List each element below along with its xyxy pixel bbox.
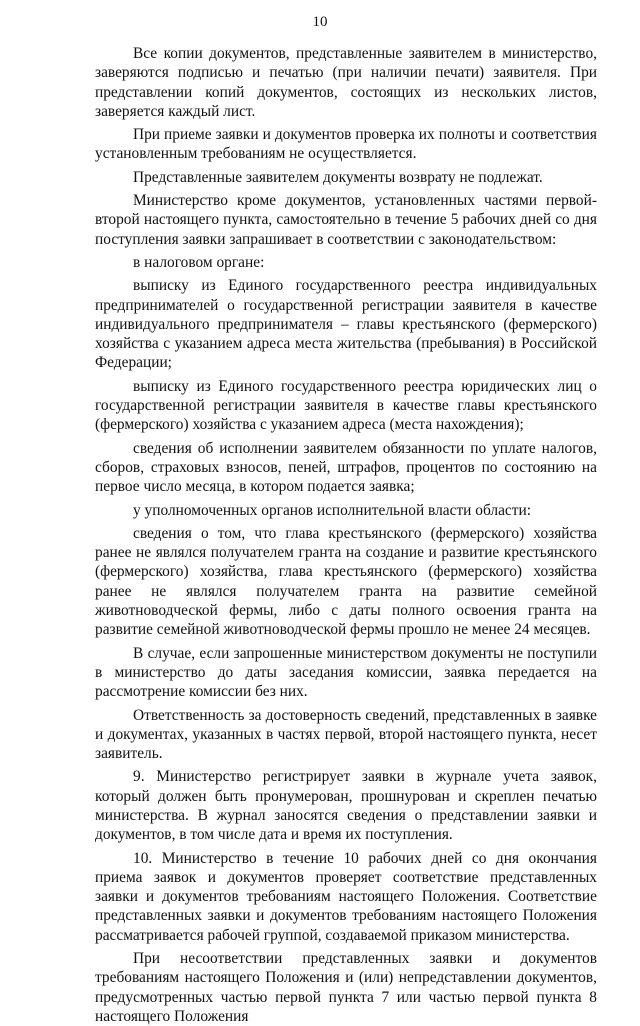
paragraph-item-10: 10. Министерство в течение 10 рабочих дней со дня окончания приема заявок и документов проверяет соответствие представленных заявки и документов требованиям настоящего Положения. Соответствие представленных заявки и документов требованиям настоящего Положения рассматривается рабочей группой, создаваемой приказом министерства. <box>95 849 597 944</box>
paragraph-egrul-extract: выписку из Единого государственного реестра юридических лиц о государственной регистрации заявителя в качестве главы крестьянского (фермерского) хозяйства с указанием адреса (места нахождения); <box>95 377 597 434</box>
paragraph-egrip-extract: выписку из Единого государственного реестра индивидуальных предпринимателей о государственной регистрации заявителя в качестве индивидуального предпринимателя – главы крестьянского (фермерского) хозяйства с указанием адреса места жительства (пребывания) в Российской Федерации; <box>95 277 597 372</box>
paragraph-no-return: Представленные заявителем документы возврату не подлежат. <box>133 168 543 186</box>
paragraph-grant-info: сведения о том, что глава крестьянского (фермерского) хозяйства ранее не являлся получателем гранта на создание и развитие крестьянского (фермерского) хозяйства, глава крестьянского (фермерского) хозяйства ранее не являлся получателем гранта на развитие семейной животноводческой фермы, либо с даты полного освоения гранта на развитие семейной животноводческой фермы прошло не менее 24 месяцев. <box>95 524 597 639</box>
paragraph-copies-certification: Все копии документов, представленные заявителем в министерство, заверяются подписью и печатью (при наличии печати) заявителя. При представлении копий документов, состоящих из нескольких листов, заверяется каждый лист. <box>95 45 597 120</box>
paragraph-tax-obligations: сведения об исполнении заявителем обязанности по уплате налогов, сборов, страховых взносов, пеней, штрафов, процентов по состоянию на первое число месяца, в котором подается заявка; <box>95 439 597 496</box>
paragraph-item-9: 9. Министерство регистрирует заявки в журнале учета заявок, который должен быть пронумерован, прошнурован и скреплен печатью министерства. В журнал заносятся сведения о представлении заявки и документов, в том числе дата и время их поступления. <box>95 768 597 844</box>
paragraph-responsibility: Ответственность за достоверность сведений, представленных в заявке и документах, указанных в частях первой, второй настоящего пункта, несет заявитель. <box>95 706 597 763</box>
paragraph-ministry-requests: Министерство кроме документов, установленных частями первой-второй настоящего пункта, самостоятельно в течение 5 рабочих дней со дня поступления заявки запрашивает в соответствии с законодательством: <box>95 192 597 248</box>
document-body <box>95 44 597 1026</box>
paragraph-executive-authorities: у уполномоченных органов исполнительной власти области: <box>133 501 531 519</box>
paragraph-nonconformity: При несоответствии представленных заявки и документов требованиям настоящего Положения и (или) непредставлении документов, предусмотренных частью первой пункта 7 или частью первой пункта 8 настоящего Положения <box>95 950 597 1025</box>
paragraph-tax-authority: в налоговом органе: <box>133 253 265 271</box>
paragraph-no-completeness-check: При приеме заявки и документов проверка их полноты и соответствия установленным требованиям не осуществляется. <box>95 126 597 163</box>
page-number: 10 <box>312 14 328 30</box>
paragraph-documents-not-received: В случае, если запрошенные министерством документы не поступили в министерство до даты заседания комиссии, заявка передается на рассмотрение комиссии без них. <box>95 644 597 701</box>
